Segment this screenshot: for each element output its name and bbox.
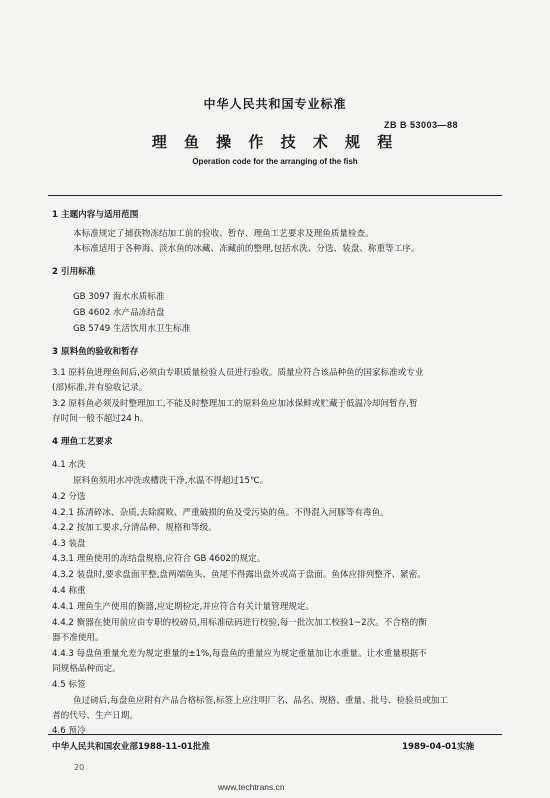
body-line: 4.4.3 每盘鱼重量允差为规定重量的±1%,每盘鱼的重量应为规定重量加让水重量。让水重量根据不 (52, 649, 427, 659)
body-line: 4.4.2 衡器在使用前应由专职的校磅员,用标准砝码进行校验,每一批次加工校验1~2次。不合格的衡 (52, 618, 427, 628)
body-line: GB 3097 海水水质标准 (73, 292, 165, 302)
body-line: 4.3.1 理鱼使用的冻结盘规格,应符合 GB 4602的规定。 (52, 554, 266, 564)
section-heading: 1 主题内容与适用范围 (52, 210, 139, 220)
document-title: 理 鱼 操 作 技 术 规 程 (151, 133, 399, 151)
body-line: 本标准规定了捕获物冻结加工前的验收、暂存、理鱼工艺要求及理鱼质量检查。 (73, 229, 374, 239)
page-number: 20 (74, 763, 85, 772)
body-line: GB 4602 水产品冻结盘 (73, 308, 165, 318)
body-line: 3.1 原料鱼进理鱼间后,必须由专职质量检验人员进行验收。质量应符合该品种鱼的国家标准或专业 (52, 368, 424, 378)
body-line: 3.2 原料鱼必须及时整理加工,不能及时整理加工的原料鱼应加冰保鲜或贮藏于低温冷却间暂存,暂 (52, 399, 418, 409)
website-url: www.techtrans.cn (218, 782, 285, 792)
body-line: (部)标准,并有验收记录。 (52, 383, 148, 393)
body-line: 4.5 标签 (52, 680, 86, 690)
body-line: 4.3 装盘 (52, 539, 86, 549)
document-subtitle-english: Operation code for the arranging of the fish (192, 157, 358, 166)
body-line: 4.4.1 理鱼生产使用的衡器,应定期检定,并应符合有关计量管理规定。 (52, 602, 315, 612)
body-line: 4.2.1 拣清碎冰、杂质,去除腐败、严重破损的鱼及受污染的鱼。不得混入河豚等有毒鱼。 (52, 508, 389, 518)
header-divider (48, 195, 502, 196)
standard-type-heading: 中华人民共和国专业标准 (203, 97, 347, 111)
body-line: 4.2.2 按加工要求,分清品种、规格和等级。 (52, 523, 217, 533)
body-line: 器不准使用。 (52, 633, 104, 643)
body-line: GB 5749 生活饮用水卫生标准 (73, 324, 191, 334)
body-line: 本标准适用于各种海、淡水鱼的冰藏、冻藏前的整理,包括水洗、分选、装盘、称重等工序。 (73, 244, 420, 254)
body-line: 4.3.2 装盘时,要求盘面平整,盘两端鱼头、鱼尾不得露出盘外或高于盘面。鱼体应排列整齐、紧密。 (52, 570, 426, 580)
body-line: 存时间一般不超过24 h。 (52, 414, 149, 424)
body-line: 者的代号、生产日期。 (52, 711, 138, 721)
section-heading: 3 原料鱼的验收和暂存 (52, 347, 139, 357)
body-line: 4.2 分选 (52, 492, 86, 502)
section-heading: 2 引用标准 (52, 267, 96, 277)
standard-code: ZB B 53003—88 (384, 120, 459, 130)
body-line: 原料鱼须用水冲洗或槽洗干净,水温不得超过15℃。 (73, 476, 269, 486)
body-line: 同规格品种而定。 (52, 664, 121, 674)
effective-date: 1989-04-01实施 (402, 742, 475, 752)
approval-line: 中华人民共和国农业部1988-11-01批准 (52, 742, 211, 752)
body-line: 鱼过磅后,每盘鱼应附有产品合格标签,标签上应注明厂名、品名、规格、重量、批号、检验员或加工 (73, 696, 448, 706)
section-heading: 4 理鱼工艺要求 (52, 437, 113, 447)
footer-divider (48, 734, 502, 735)
body-line: 4.1 水洗 (52, 460, 86, 470)
body-line: 4.6 预冷 (52, 726, 86, 736)
body-line: 4.4 称重 (52, 586, 86, 596)
